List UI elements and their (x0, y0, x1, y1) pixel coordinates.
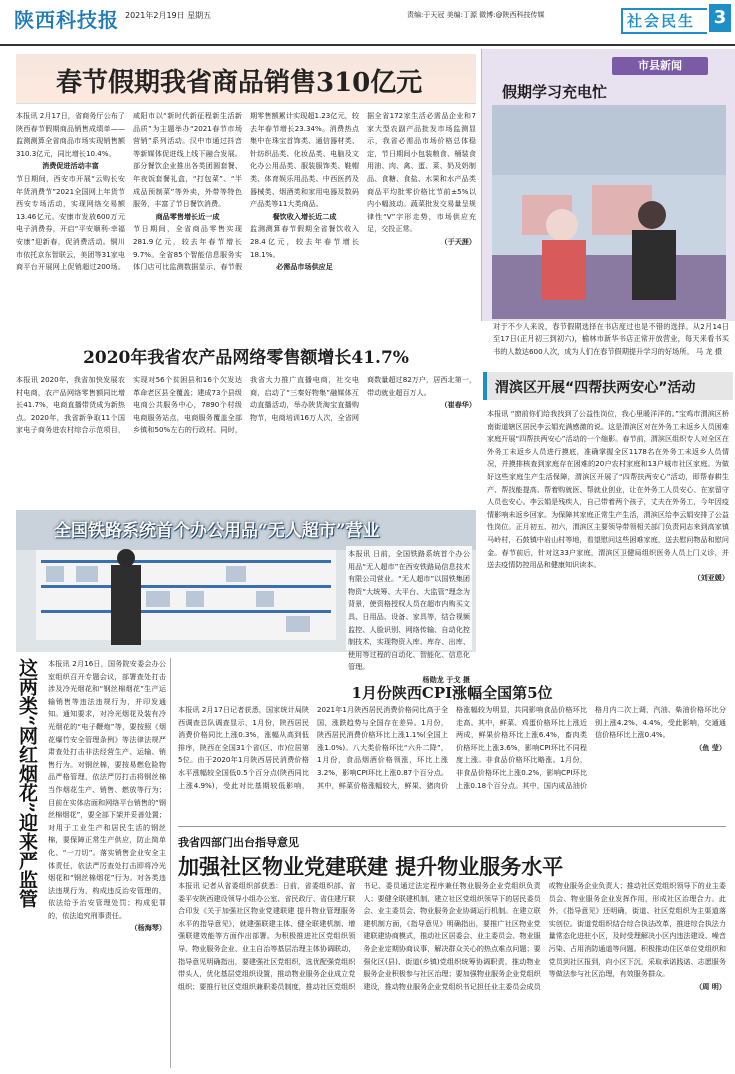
cpi-author: （鱼 莹） (695, 742, 726, 752)
vert-author: （杨海琴） (130, 923, 166, 933)
weibin-title: 渭滨区开展“四帮扶两安心”活动 (495, 380, 696, 396)
masthead: 陕西科技报 (14, 8, 119, 32)
ag-body (16, 374, 476, 504)
rail-title: 全国铁路系统首个办公用品“无人超市”营业 (54, 521, 380, 541)
ag-para: 本报讯 2020年，我省加快发展农村电商，农产品网络零售额同比增长41.7%，电商直播带货成为新热点。2020年，我省新争取11个国家电子商务进农村综合示范项目，实现对56个贫困县和16个欠发达革命老区县全覆盖；建成73个县级电商公共服务中心，7890个村级电商服务站点，电商服务覆盖全部乡镇和50%左右的行政村。同时，我省大力推广直播电商，社交电商，启动了“三秦好物集”融媒体互动直播活动，举办陕货淘宝直播购物节，电商培训16万人次，全省网商数量超过82万户，居西北第一，带动就业超百万人。 (16, 375, 476, 435)
lead-subhead-4: 必需品市场供应足 (276, 262, 333, 272)
weibin-para: 本报讯 “窗前你们给我找到了公益性岗位，我心里暖洋洋的。”宝鸡市渭滨区桥南街道辖区居民李云娟充满感激的说。这是渭滨区对在外务工未返乡人员困难家庭开展“四帮扶两安心”活动的一个缩影。春节前，渭滨区组织专人对全区在外务工未返乡人员进行摸底，准确掌握全区1178名在外务工未返乡人员情况，并摸排核查到家庭存在困难的20户农村家庭和13户城市社区家庭。为做好这些家庭生产生活保障，渭滨区开展了“四帮扶两安心”活动，即帮春耕生产、帮找能提高、帮着购就医、帮就业创业，让在外务工人员安心、在家留守人员也安心。李云娟是残疾人，自己带着两个孩子，丈夫在外务工，今年因疫情影响未返乡回家。为保障其家庭正常生产生活，渭滨区给李云娟安排了公益性岗位。正月初五、初六，渭滨区主要领导带领相关部门负责同志来到高家镇马岭村，石鼓镇中岩山村等地，看望慰问这些困难家庭，送去慰问物品和慰问金。春节前后，针对这33户家庭，渭滨区卫健局组织医务人员上门义诊，并送去疫情防控用品和健康知识读本。 (487, 409, 729, 570)
party-author: （周 明） (695, 981, 726, 991)
weibin-author: （刘亚媛） (693, 572, 729, 582)
party-body (178, 880, 726, 1068)
cpi-para: 本报讯 2月17日记者获悉，国家统计局陕西调查总队调查显示，1月份，陕西居民消费价格同比上涨0.3%，涨幅从高到低排序，陕西在全国31个省(区、市)位居第5位。由于2020年1月陕西居民消费价格水平涨幅较全国低0.5个百分点(陕西同比上涨4.9%)，受此对比基期较低影响，2021年1月陕西居民消费价格同比高于全国，涨跌趋势与全国存在差异。1月份，陕西居民消费价格环比上涨1.1%(全国上涨1.0%)。八大类价格环比“六升二降”，1月份，食品烟酒价格领涨，环比上涨3.2%，影响CPI环比上涨0.87个百分点。其中，鲜菜价格涨幅较大，鲜果、猪肉价格涨幅较为明显，共同影响食品价格环比走高。其中，鲜菜、鸡蛋价格环比上涨近两成，鲜果价格环比上涨6.4%，畜肉类价格环比上涨3.6%，影响CPI环比不同程度上涨。非食品价格环比略涨。1月份，非食品价格环比上涨0.2%，影响CPI环比上涨0.18个百分点。其中，国内成品油价格月内二次上调，汽油、柴油价格环比分别上涨4.2%、4.4%，受此影响，交通通信价格环比上涨0.4%。 (178, 705, 726, 790)
issue-date: 2021年2月19日 星期五 (125, 11, 212, 20)
weibin-body (487, 408, 729, 650)
section-rule (178, 826, 726, 827)
vert-title: 这两类“网红烟花”迎来严监管 (16, 658, 38, 908)
rail-para: 本报讯 日前，全国铁路系统首个办公用品“无人超市”在西安铁路局信息技术有限公司营业。“无人超市”以国铁集团物资“大统筹、大平台、大监管”理念为背景，使资格授权人员在超市内购买文具、日用品、设备、家具等，结合视频监控、人脸识别、网络传输、自动化控制技术，实现物资入库、库存、出库、使用等过程的自动化、智能化、信息化管理。 (348, 549, 470, 672)
page-number: 3 (709, 4, 731, 32)
lead-author: （于天涯） (440, 236, 476, 246)
lead-subhead-2: 商品零售增长近一成 (155, 211, 220, 221)
vert-body (48, 658, 166, 1068)
rail-photo (16, 510, 476, 684)
rail-body (346, 546, 472, 684)
lead-subhead-3: 餐饮收入增长近二成 (272, 211, 337, 221)
column-rule (170, 658, 171, 1068)
lead-body (16, 110, 476, 336)
lead-subhead-1: 消费促进活动丰富 (42, 161, 99, 171)
bookstore-photo (492, 105, 726, 319)
lead-para-4: 监测测算春节假期全省餐饮收入28.4亿元，较去年春节增长18.1%。 (250, 224, 359, 259)
party-kicker: 我省四部门出台指导意见 (178, 836, 299, 849)
page-header (0, 0, 735, 46)
lead-para-3: 节日期间，全省商品零售实现281.9亿元，较去年春节增长9.7%。全省85个智能信息服务实体门店可比监测数据显示，春节假期零售额累计实现超1.23亿元，较去年春节增长23.34%。消费热点集中在珠宝首饰类、通信器材类、针纺织品类、化妆品类、电脑及文化办公用品类、服装服饰类、鞋帽类、体育娱乐用品类、中西医药及器械类、烟酒类和家用电器及数码产品类等11大类商品。 (133, 111, 359, 272)
party-title: 加强社区物业党建联建 提升物业服务水平 (178, 854, 564, 879)
rail-author: 杨勋龙 于戈 摄 (422, 674, 470, 684)
cpi-title: 1月份陕西CPI涨幅全国第5位 (351, 684, 553, 702)
study-caption: 对于不少人来说，春节假期选择在书店度过也是不错的选择。从2月14日至17日(正月初三到初六)，榆林市新华书店正常开放营业，每天来看书买书的人数达600人次，成为人们在春节假期提升学习的好场所。 马 龙 摄 (493, 322, 729, 356)
news-tag: 市县新闻 (612, 57, 708, 75)
section-label: 社会民生 (621, 8, 707, 34)
lead-para-5: 据全省172家生活必需品企业和7家大型农副产品批发市场监测显示，我省必需品市场价格总体稳定，节日期间小包装粮食、桶装食用油、肉、禽、蛋、菜、奶及奶制品、食糖、食盐、水果和水产品类商品平均批零价格比节前±5%以内小幅波动。蔬菜批发交易量呈规律性“V”字形走势，市场供应充足，交投正常。 (367, 111, 476, 234)
ag-title: 2020年我省农产品网络零售额增长41.7% (83, 348, 409, 368)
credits: 责编:于天冠 美编:丁源 微博:@陕西科技传媒 (407, 11, 545, 19)
party-para: 本报讯 记者从省委组织部获悉：日前，省委组织部、省委平安陕西建设领导小组办公室、省民政厅、省住建厅联合印发《关于加强社区物业党建联建 提升物业管理服务水平的指导意见》，就建强联建主体、健全联建机制、增强联建效能等方面作出部署。为积极推进社区党组织领导、物业服务企业、业主自治等基层治理主体协调联动，指导意见明确指出，要建强社区党组织，选优配强党组织带头人，优化基层党组织设置，推动物业服务企业成立党组织；要推行社区党组织兼职委员制度，推动社区党组织书记、委员通过法定程序兼任物业服务企业党组织负责人；要健全联建机制，建立社区党组织领导下的居民委员会、业主委员会、物业服务企业协调运行机制。在建立联建机制方面，《指导意见》明确指出，要推广社区物业党建联建协商模式，推动社区居委会、业主委员会、物业服务企业定期协商议事，解决群众关心的热点难点问题；要强化区(县)、街道(乡镇)党组织统筹协调职责，推动物业服务企业积极参与社区治理；要加强物业服务企业党组织建设，推动物业服务企业党组织书记担任业主委员会成员或物业服务企业负责人；推动社区党组织领导下的业主委员会、物业服务企业发挥作用，形成社区治理合力。此外，《指导意见》还明确，街道、社区党组织为主渠道落实创位。街道党组织结合综合执法改革，推进综合执法力量常态化进驻小区，及时受理解决小区内违法建设、噪音污染、占用消防通道等问题。积极推动住区单位党组织和党员到社区报到，向小区下沉，采取承诺践诺、志愿服务等做法参与社区治理，有效服务群众。 (178, 881, 726, 991)
weibin-title-bar (483, 372, 733, 400)
lead-title: 春节假期我省商品销售310亿元 (56, 68, 423, 98)
local-news-panel (481, 49, 735, 321)
ag-author: （崔春华） (440, 400, 476, 410)
lead-banner (16, 54, 476, 104)
vert-para: 本报讯 2月16日，国务院安委会办公室组织召开专题会议，部署查处打击涉及冷光烟花和“钢丝棉烟花”生产运输销售等违法违规行为，并印发通知。通知要求，对冷光烟花及装有冷光烟花的“电子鞭炮”等，要按照《烟花爆竹安全管理条例》等法律法规严肃查处打击非法经营生产、运输、销售行为。对钢丝棉，要按易燃危险物品严格管理，依法严厉打击将钢丝棉当作烟花生产、销售、燃放等行为；目前在实体店面和网络平台销售的“钢丝棉烟花”，要全部下架并妥善处置；对用于工业生产和居民生活的钢丝棉，要保障正常生产供应，防止简单化、“一刀切”。落实销售企业安全主体责任，依法严厉查处打击即将冷光烟花和“钢丝棉烟花”行为。对各类违法违规行为，构成违反治安管理的，依法给予治安管理处罚；构成犯罪的，依法追究刑事责任。 (48, 659, 166, 920)
lead-para-1: 本报讯 2月17日，省商务厅公布了陕西春节假期商品销售成绩单——监测测算全省商品市场实现销售额310.3亿元，同比增长10.4%。 (16, 111, 125, 158)
lead-para-2: 节日期间，西安市开展“云购长安年货消费节”2021全国网上年货节西安专场活动，实现网络交易额13.46亿元。安康市发放600万元电子消费券，开启“平安顺利·幸福安康”迎新春，促消费活动。铜川市依托京东智联云，美团等31家电商平台开展网上促销超过200场。咸阳市以“新时代新征程新生活新品质”为主题举办“2021春节市场营销”系列活动。汉中市通过抖音等新媒体促进线上线下融合发展。部分餐饮企业推出各类团圆套餐、年夜饭套餐礼盒，“打包菜”、“半成品预制菜”等外卖，外带等特色服务，丰富了节日餐饮消费。 (16, 111, 242, 272)
study-title: 假期学习充电忙 (502, 83, 608, 101)
cpi-body (178, 704, 726, 820)
